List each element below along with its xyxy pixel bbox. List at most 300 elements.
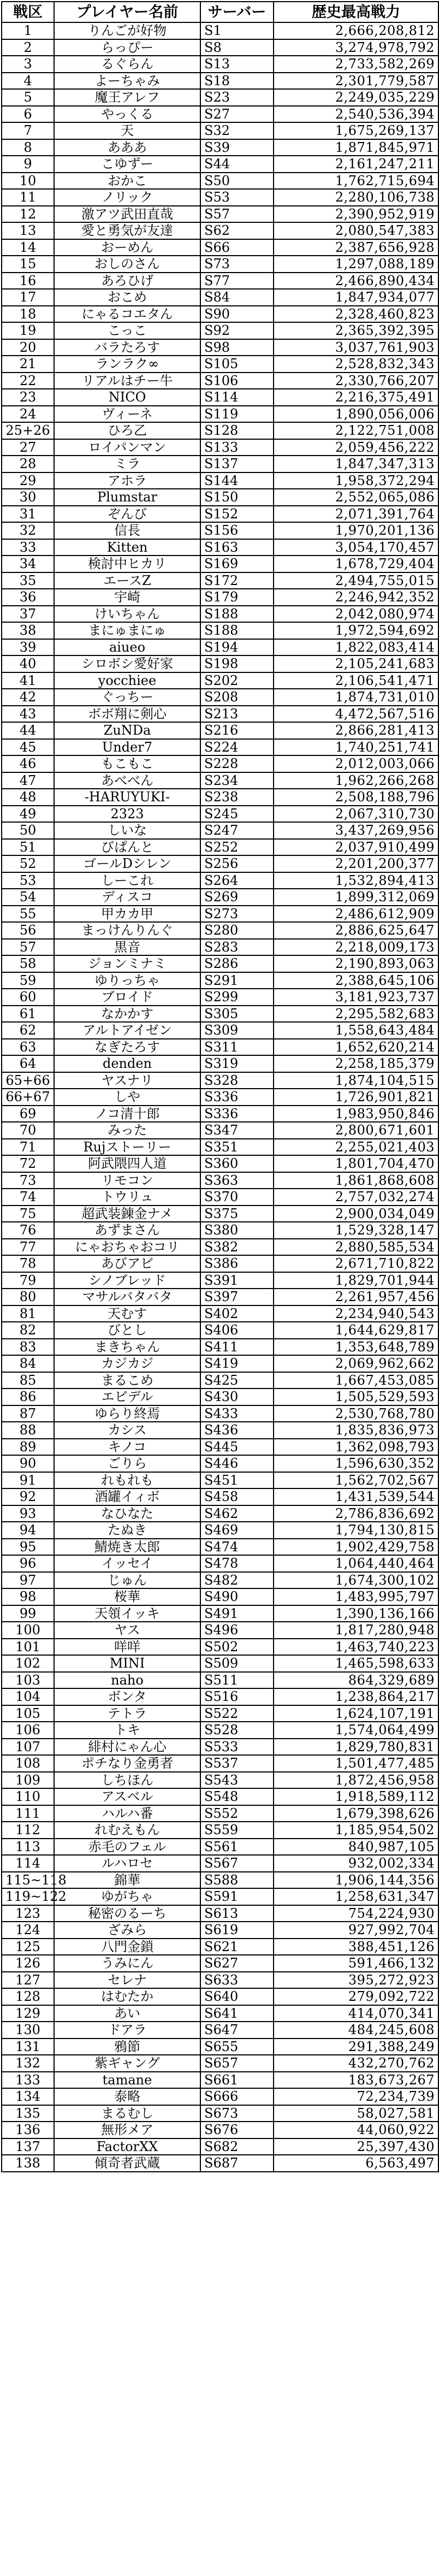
rank-cell: 65+66 — [2, 1072, 54, 1089]
server-cell: S559 — [200, 1822, 274, 1839]
rank-cell: 84 — [2, 1355, 54, 1372]
rank-cell: 18 — [2, 306, 54, 323]
rank-cell: 138 — [2, 2155, 54, 2172]
table-row — [2, 772, 438, 789]
player-name-cell: tamane — [54, 2072, 200, 2089]
player-name-cell: うみにん — [54, 1955, 200, 1972]
rank-cell: 126 — [2, 1955, 54, 1972]
player-name-cell: けいちゃん — [54, 606, 200, 623]
max-power-cell: 2,234,940,543 — [274, 1305, 438, 1322]
rank-cell: 51 — [2, 839, 54, 856]
max-power-cell: 1,871,845,971 — [274, 139, 438, 156]
server-cell: S386 — [200, 1255, 274, 1272]
player-name-cell: ブロイド — [54, 989, 200, 1006]
max-power-cell: 2,365,392,395 — [274, 322, 438, 339]
table-row — [2, 589, 438, 606]
max-power-cell: 1,678,729,404 — [274, 556, 438, 572]
server-cell: S336 — [200, 1089, 274, 1106]
rank-cell: 133 — [2, 2072, 54, 2089]
player-name-cell: エースZ — [54, 572, 200, 589]
max-power-cell: 2,106,541,471 — [274, 672, 438, 689]
table-row — [2, 373, 438, 389]
header-rank: 戦区 — [2, 2, 54, 22]
rank-cell: 5 — [2, 89, 54, 106]
server-cell: S245 — [200, 806, 274, 823]
rank-cell: 46 — [2, 755, 54, 772]
max-power-cell: 2,671,710,822 — [274, 1255, 438, 1272]
table-row — [2, 1588, 438, 1605]
rank-cell: 74 — [2, 1189, 54, 1206]
max-power-cell: 2,387,656,928 — [274, 239, 438, 256]
table-row — [2, 1822, 438, 1839]
player-name-cell: にゃおちゃおコリ — [54, 1239, 200, 1256]
max-power-cell: 2,161,247,211 — [274, 156, 438, 173]
table-row — [2, 1272, 438, 1289]
player-name-cell: ゆがちゃ — [54, 1888, 200, 1905]
max-power-cell: 2,105,241,683 — [274, 655, 438, 672]
table-row — [2, 1722, 438, 1739]
rank-cell: 70 — [2, 1122, 54, 1139]
server-cell: S179 — [200, 589, 274, 606]
rank-cell: 102 — [2, 1655, 54, 1672]
rank-cell: 72 — [2, 1155, 54, 1172]
rank-cell: 105 — [2, 1705, 54, 1722]
server-cell: S305 — [200, 1006, 274, 1023]
rank-cell: 22 — [2, 373, 54, 389]
max-power-cell: 932,002,334 — [274, 1855, 438, 1872]
rank-cell: 50 — [2, 822, 54, 839]
rank-cell: 36 — [2, 589, 54, 606]
max-power-cell: 1,983,950,846 — [274, 1106, 438, 1122]
rank-cell: 85 — [2, 1372, 54, 1389]
rank-cell: 88 — [2, 1422, 54, 1439]
server-cell: S172 — [200, 572, 274, 589]
max-power-cell: 2,390,952,919 — [274, 206, 438, 223]
table-row — [2, 789, 438, 806]
player-name-cell: あああ — [54, 139, 200, 156]
max-power-cell: 2,067,310,730 — [274, 806, 438, 823]
max-power-cell: 2,530,768,780 — [274, 1405, 438, 1422]
table-row — [2, 472, 438, 489]
max-power-cell: 1,762,715,694 — [274, 173, 438, 190]
max-power-cell: 2,080,547,383 — [274, 222, 438, 239]
table-row — [2, 906, 438, 923]
server-cell: S264 — [200, 872, 274, 889]
player-name-cell: Under7 — [54, 739, 200, 756]
max-power-cell: 3,274,978,792 — [274, 39, 438, 56]
table-row — [2, 855, 438, 872]
rank-cell: 27 — [2, 439, 54, 456]
rank-cell: 55 — [2, 906, 54, 923]
rank-cell: 93 — [2, 1505, 54, 1522]
max-power-cell: 44,060,922 — [274, 2122, 438, 2138]
table-row — [2, 1572, 438, 1589]
server-cell: S436 — [200, 1422, 274, 1439]
table-row — [2, 222, 438, 239]
server-cell: S655 — [200, 2039, 274, 2055]
table-row — [2, 22, 438, 39]
max-power-cell: 1,362,098,793 — [274, 1439, 438, 1456]
rank-cell: 28 — [2, 456, 54, 472]
player-name-cell: もこもこ — [54, 755, 200, 772]
table-row — [2, 1739, 438, 1756]
server-cell: S105 — [200, 356, 274, 373]
player-name-cell: 錦華 — [54, 1872, 200, 1889]
rank-cell: 34 — [2, 556, 54, 572]
max-power-cell: 1,562,702,567 — [274, 1472, 438, 1489]
max-power-cell: 2,540,536,394 — [274, 106, 438, 123]
server-cell: S44 — [200, 156, 274, 173]
table-row — [2, 173, 438, 190]
table-row — [2, 972, 438, 989]
server-cell: S169 — [200, 556, 274, 572]
server-cell: S283 — [200, 939, 274, 956]
table-row — [2, 1688, 438, 1705]
server-cell: S188 — [200, 606, 274, 623]
player-name-cell: じゅん — [54, 1572, 200, 1589]
max-power-cell: 2,494,755,015 — [274, 572, 438, 589]
server-cell: S640 — [200, 1988, 274, 2005]
rank-cell: 107 — [2, 1739, 54, 1756]
player-name-cell: ゴールDシレン — [54, 855, 200, 872]
header-server: サーバー — [200, 2, 274, 22]
server-cell: S496 — [200, 1622, 274, 1639]
max-power-cell: 1,899,312,069 — [274, 889, 438, 906]
table-row — [2, 2039, 438, 2055]
server-cell: S445 — [200, 1439, 274, 1456]
server-cell: S202 — [200, 672, 274, 689]
max-power-cell: 2,733,582,269 — [274, 56, 438, 73]
player-name-cell: おかこ — [54, 173, 200, 190]
server-cell: S286 — [200, 955, 274, 972]
max-power-cell: 2,042,080,974 — [274, 606, 438, 623]
server-cell: S509 — [200, 1655, 274, 1672]
table-row — [2, 1522, 438, 1539]
max-power-cell: 2,216,375,491 — [274, 389, 438, 406]
server-cell: S391 — [200, 1272, 274, 1289]
table-row — [2, 1922, 438, 1939]
table-row — [2, 39, 438, 56]
table-row — [2, 1772, 438, 1789]
max-power-cell: 72,234,739 — [274, 2088, 438, 2105]
server-cell: S234 — [200, 772, 274, 789]
player-name-cell: 鯖焼き太郎 — [54, 1539, 200, 1556]
player-name-cell: ミラ — [54, 456, 200, 472]
max-power-cell: 840,987,105 — [274, 1839, 438, 1856]
max-power-cell: 1,667,453,085 — [274, 1372, 438, 1389]
rank-cell: 24 — [2, 406, 54, 423]
table-row — [2, 1006, 438, 1023]
player-name-cell: なぎたろす — [54, 1039, 200, 1056]
server-cell: S446 — [200, 1455, 274, 1472]
max-power-cell: 58,027,581 — [274, 2105, 438, 2122]
table-row — [2, 1405, 438, 1422]
server-cell: S309 — [200, 1022, 274, 1039]
server-cell: S543 — [200, 1772, 274, 1789]
server-cell: S433 — [200, 1405, 274, 1422]
rank-cell: 112 — [2, 1822, 54, 1839]
player-name-cell: 甲カカ甲 — [54, 906, 200, 923]
max-power-cell: 291,388,249 — [274, 2039, 438, 2055]
server-cell: S247 — [200, 822, 274, 839]
player-name-cell: あろひげ — [54, 273, 200, 289]
server-cell: S458 — [200, 1488, 274, 1505]
server-cell: S430 — [200, 1389, 274, 1405]
table-row — [2, 1289, 438, 1305]
table-row — [2, 1305, 438, 1322]
table-row — [2, 1122, 438, 1139]
server-cell: S311 — [200, 1039, 274, 1056]
player-name-cell: ジョンミナミ — [54, 955, 200, 972]
table-row — [2, 1039, 438, 1056]
server-cell: S647 — [200, 2022, 274, 2039]
table-row — [2, 1539, 438, 1556]
server-cell: S156 — [200, 522, 274, 539]
server-cell: S208 — [200, 689, 274, 706]
max-power-cell: 1,726,901,821 — [274, 1089, 438, 1106]
max-power-cell: 2,666,208,812 — [274, 22, 438, 39]
max-power-cell: 1,431,539,544 — [274, 1488, 438, 1505]
max-power-cell: 1,644,629,817 — [274, 1322, 438, 1339]
server-cell: S370 — [200, 1189, 274, 1206]
server-cell: S411 — [200, 1339, 274, 1356]
player-name-cell: びとし — [54, 1322, 200, 1339]
table-row — [2, 1372, 438, 1389]
server-cell: S537 — [200, 1755, 274, 1772]
player-name-cell: やっくる — [54, 106, 200, 123]
max-power-cell: 2,301,779,587 — [274, 73, 438, 90]
player-name-cell: シロボシ愛好家 — [54, 655, 200, 672]
table-row — [2, 872, 438, 889]
table-row — [2, 1089, 438, 1106]
player-name-cell: たぬき — [54, 1522, 200, 1539]
max-power-cell: 1,958,372,294 — [274, 472, 438, 489]
server-cell: S502 — [200, 1639, 274, 1656]
max-power-cell: 1,652,620,214 — [274, 1039, 438, 1056]
table-row — [2, 1322, 438, 1339]
server-cell: S18 — [200, 73, 274, 90]
rank-cell: 95 — [2, 1539, 54, 1556]
table-row — [2, 506, 438, 523]
table-row — [2, 1455, 438, 1472]
max-power-cell: 2,280,106,738 — [274, 189, 438, 206]
max-power-cell: 1,674,300,102 — [274, 1572, 438, 1589]
player-name-cell: マサルバタバタ — [54, 1289, 200, 1305]
max-power-cell: 1,817,280,948 — [274, 1622, 438, 1639]
max-power-cell: 1,829,780,831 — [274, 1739, 438, 1756]
rank-cell: 38 — [2, 622, 54, 639]
server-cell: S567 — [200, 1855, 274, 1872]
player-name-cell: NICO — [54, 389, 200, 406]
player-name-cell: まにゅまにゅ — [54, 622, 200, 639]
player-name-cell: aiueo — [54, 639, 200, 656]
player-name-cell: よーちゃみ — [54, 73, 200, 90]
max-power-cell: 2,249,035,229 — [274, 89, 438, 106]
max-power-cell: 1,902,429,758 — [274, 1539, 438, 1556]
table-row — [2, 622, 438, 639]
player-name-cell: ざみら — [54, 1922, 200, 1939]
rank-cell: 42 — [2, 689, 54, 706]
player-name-cell: 信長 — [54, 522, 200, 539]
server-cell: S90 — [200, 306, 274, 323]
player-name-cell: 桜華 — [54, 1588, 200, 1605]
rank-cell: 58 — [2, 955, 54, 972]
rank-cell: 13 — [2, 222, 54, 239]
rank-cell: 119~122 — [2, 1888, 54, 1905]
server-cell: S548 — [200, 1788, 274, 1805]
table-row — [2, 1389, 438, 1405]
server-cell: S280 — [200, 922, 274, 939]
server-cell: S319 — [200, 1055, 274, 1072]
server-cell: S144 — [200, 472, 274, 489]
server-cell: S360 — [200, 1155, 274, 1172]
server-cell: S491 — [200, 1605, 274, 1622]
table-row — [2, 339, 438, 356]
max-power-cell: 2,757,032,274 — [274, 1189, 438, 1206]
player-name-cell: ぞんび — [54, 506, 200, 523]
rank-cell: 137 — [2, 2138, 54, 2155]
player-name-cell: リアルはチー牛 — [54, 373, 200, 389]
max-power-cell: 1,874,104,515 — [274, 1072, 438, 1089]
player-name-cell: おーめん — [54, 239, 200, 256]
server-cell: S114 — [200, 389, 274, 406]
rank-cell: 63 — [2, 1039, 54, 1056]
rank-cell: 69 — [2, 1106, 54, 1122]
rank-cell: 30 — [2, 489, 54, 506]
max-power-cell: 1,847,347,313 — [274, 456, 438, 472]
rank-cell: 80 — [2, 1289, 54, 1305]
max-power-cell: 2,246,942,352 — [274, 589, 438, 606]
max-power-cell: 1,890,056,006 — [274, 406, 438, 423]
player-name-cell: -HARUYUKI- — [54, 789, 200, 806]
player-name-cell: MINI — [54, 1655, 200, 1672]
max-power-cell: 1,972,594,692 — [274, 622, 438, 639]
rank-cell: 54 — [2, 889, 54, 906]
server-cell: S32 — [200, 122, 274, 139]
max-power-cell: 2,866,281,413 — [274, 722, 438, 739]
server-cell: S641 — [200, 2005, 274, 2022]
max-power-cell: 1,794,130,815 — [274, 1522, 438, 1539]
player-name-cell: こゆずー — [54, 156, 200, 173]
max-power-cell: 2,328,460,823 — [274, 306, 438, 323]
max-power-cell: 1,962,266,268 — [274, 772, 438, 789]
max-power-cell: 1,501,477,485 — [274, 1755, 438, 1772]
table-row — [2, 1639, 438, 1656]
player-name-cell: らっぴー — [54, 39, 200, 56]
table-row — [2, 1206, 438, 1222]
player-name-cell: naho — [54, 1672, 200, 1689]
table-row — [2, 655, 438, 672]
rank-cell: 8 — [2, 139, 54, 156]
rank-cell: 78 — [2, 1255, 54, 1272]
max-power-cell: 395,272,923 — [274, 1972, 438, 1989]
table-row — [2, 1622, 438, 1639]
max-power-cell: 2,388,645,106 — [274, 972, 438, 989]
server-cell: S198 — [200, 655, 274, 672]
rank-cell: 48 — [2, 789, 54, 806]
max-power-cell: 1,463,740,223 — [274, 1639, 438, 1656]
player-name-cell: まるこめ — [54, 1372, 200, 1389]
rank-cell: 35 — [2, 572, 54, 589]
table-row — [2, 73, 438, 90]
table-row — [2, 1839, 438, 1856]
player-name-cell: まるむし — [54, 2105, 200, 2122]
rank-cell: 89 — [2, 1439, 54, 1456]
server-cell: S92 — [200, 322, 274, 339]
max-power-cell: 1,297,088,189 — [274, 256, 438, 273]
max-power-cell: 2,295,582,683 — [274, 1006, 438, 1023]
max-power-cell: 864,329,689 — [274, 1672, 438, 1689]
max-power-cell: 2,012,003,066 — [274, 755, 438, 772]
server-cell: S588 — [200, 1872, 274, 1889]
rank-cell: 124 — [2, 1922, 54, 1939]
max-power-cell: 2,037,910,499 — [274, 839, 438, 856]
table-row — [2, 456, 438, 472]
max-power-cell: 1,529,328,147 — [274, 1222, 438, 1239]
max-power-cell: 1,185,954,502 — [274, 1822, 438, 1839]
max-power-cell: 1,740,251,741 — [274, 739, 438, 756]
table-row — [2, 1055, 438, 1072]
table-row — [2, 1255, 438, 1272]
player-name-cell: みった — [54, 1122, 200, 1139]
ranking-table — [1, 1, 439, 2172]
max-power-cell: 2,800,671,601 — [274, 1122, 438, 1139]
table-row — [2, 1788, 438, 1805]
max-power-cell: 1,465,598,633 — [274, 1655, 438, 1672]
player-name-cell: ボボ翔に剣心 — [54, 706, 200, 723]
rank-cell: 82 — [2, 1322, 54, 1339]
player-name-cell: ノコ清十郎 — [54, 1106, 200, 1122]
player-name-cell: びぱんと — [54, 839, 200, 856]
rank-cell: 57 — [2, 939, 54, 956]
rank-cell: 135 — [2, 2105, 54, 2122]
rank-cell: 44 — [2, 722, 54, 739]
rank-cell: 129 — [2, 2005, 54, 2022]
table-row — [2, 1022, 438, 1039]
max-power-cell: 1,064,440,464 — [274, 1555, 438, 1572]
rank-cell: 2 — [2, 39, 54, 56]
table-row — [2, 156, 438, 173]
rank-cell: 130 — [2, 2022, 54, 2039]
server-cell: S402 — [200, 1305, 274, 1322]
max-power-cell: 1,679,398,626 — [274, 1805, 438, 1822]
player-name-cell: ZuNDa — [54, 722, 200, 739]
server-cell: S84 — [200, 289, 274, 306]
table-row — [2, 189, 438, 206]
table-row — [2, 739, 438, 756]
server-cell: S256 — [200, 855, 274, 872]
max-power-cell: 1,801,704,470 — [274, 1155, 438, 1172]
table-row — [2, 2122, 438, 2138]
table-row — [2, 1422, 438, 1439]
player-name-cell: しーこれ — [54, 872, 200, 889]
max-power-cell: 1,918,589,112 — [274, 1788, 438, 1805]
server-cell: S133 — [200, 439, 274, 456]
max-power-cell: 484,245,608 — [274, 2022, 438, 2039]
server-cell: S657 — [200, 2055, 274, 2072]
table-row — [2, 806, 438, 823]
player-name-cell: 天むす — [54, 1305, 200, 1322]
player-name-cell: Plumstar — [54, 489, 200, 506]
table-row — [2, 1439, 438, 1456]
player-name-cell: イッセイ — [54, 1555, 200, 1572]
rank-cell: 103 — [2, 1672, 54, 1689]
max-power-cell: 3,037,761,903 — [274, 339, 438, 356]
player-name-cell: カシス — [54, 1422, 200, 1439]
server-cell: S39 — [200, 139, 274, 156]
table-row — [2, 1755, 438, 1772]
table-row — [2, 406, 438, 423]
